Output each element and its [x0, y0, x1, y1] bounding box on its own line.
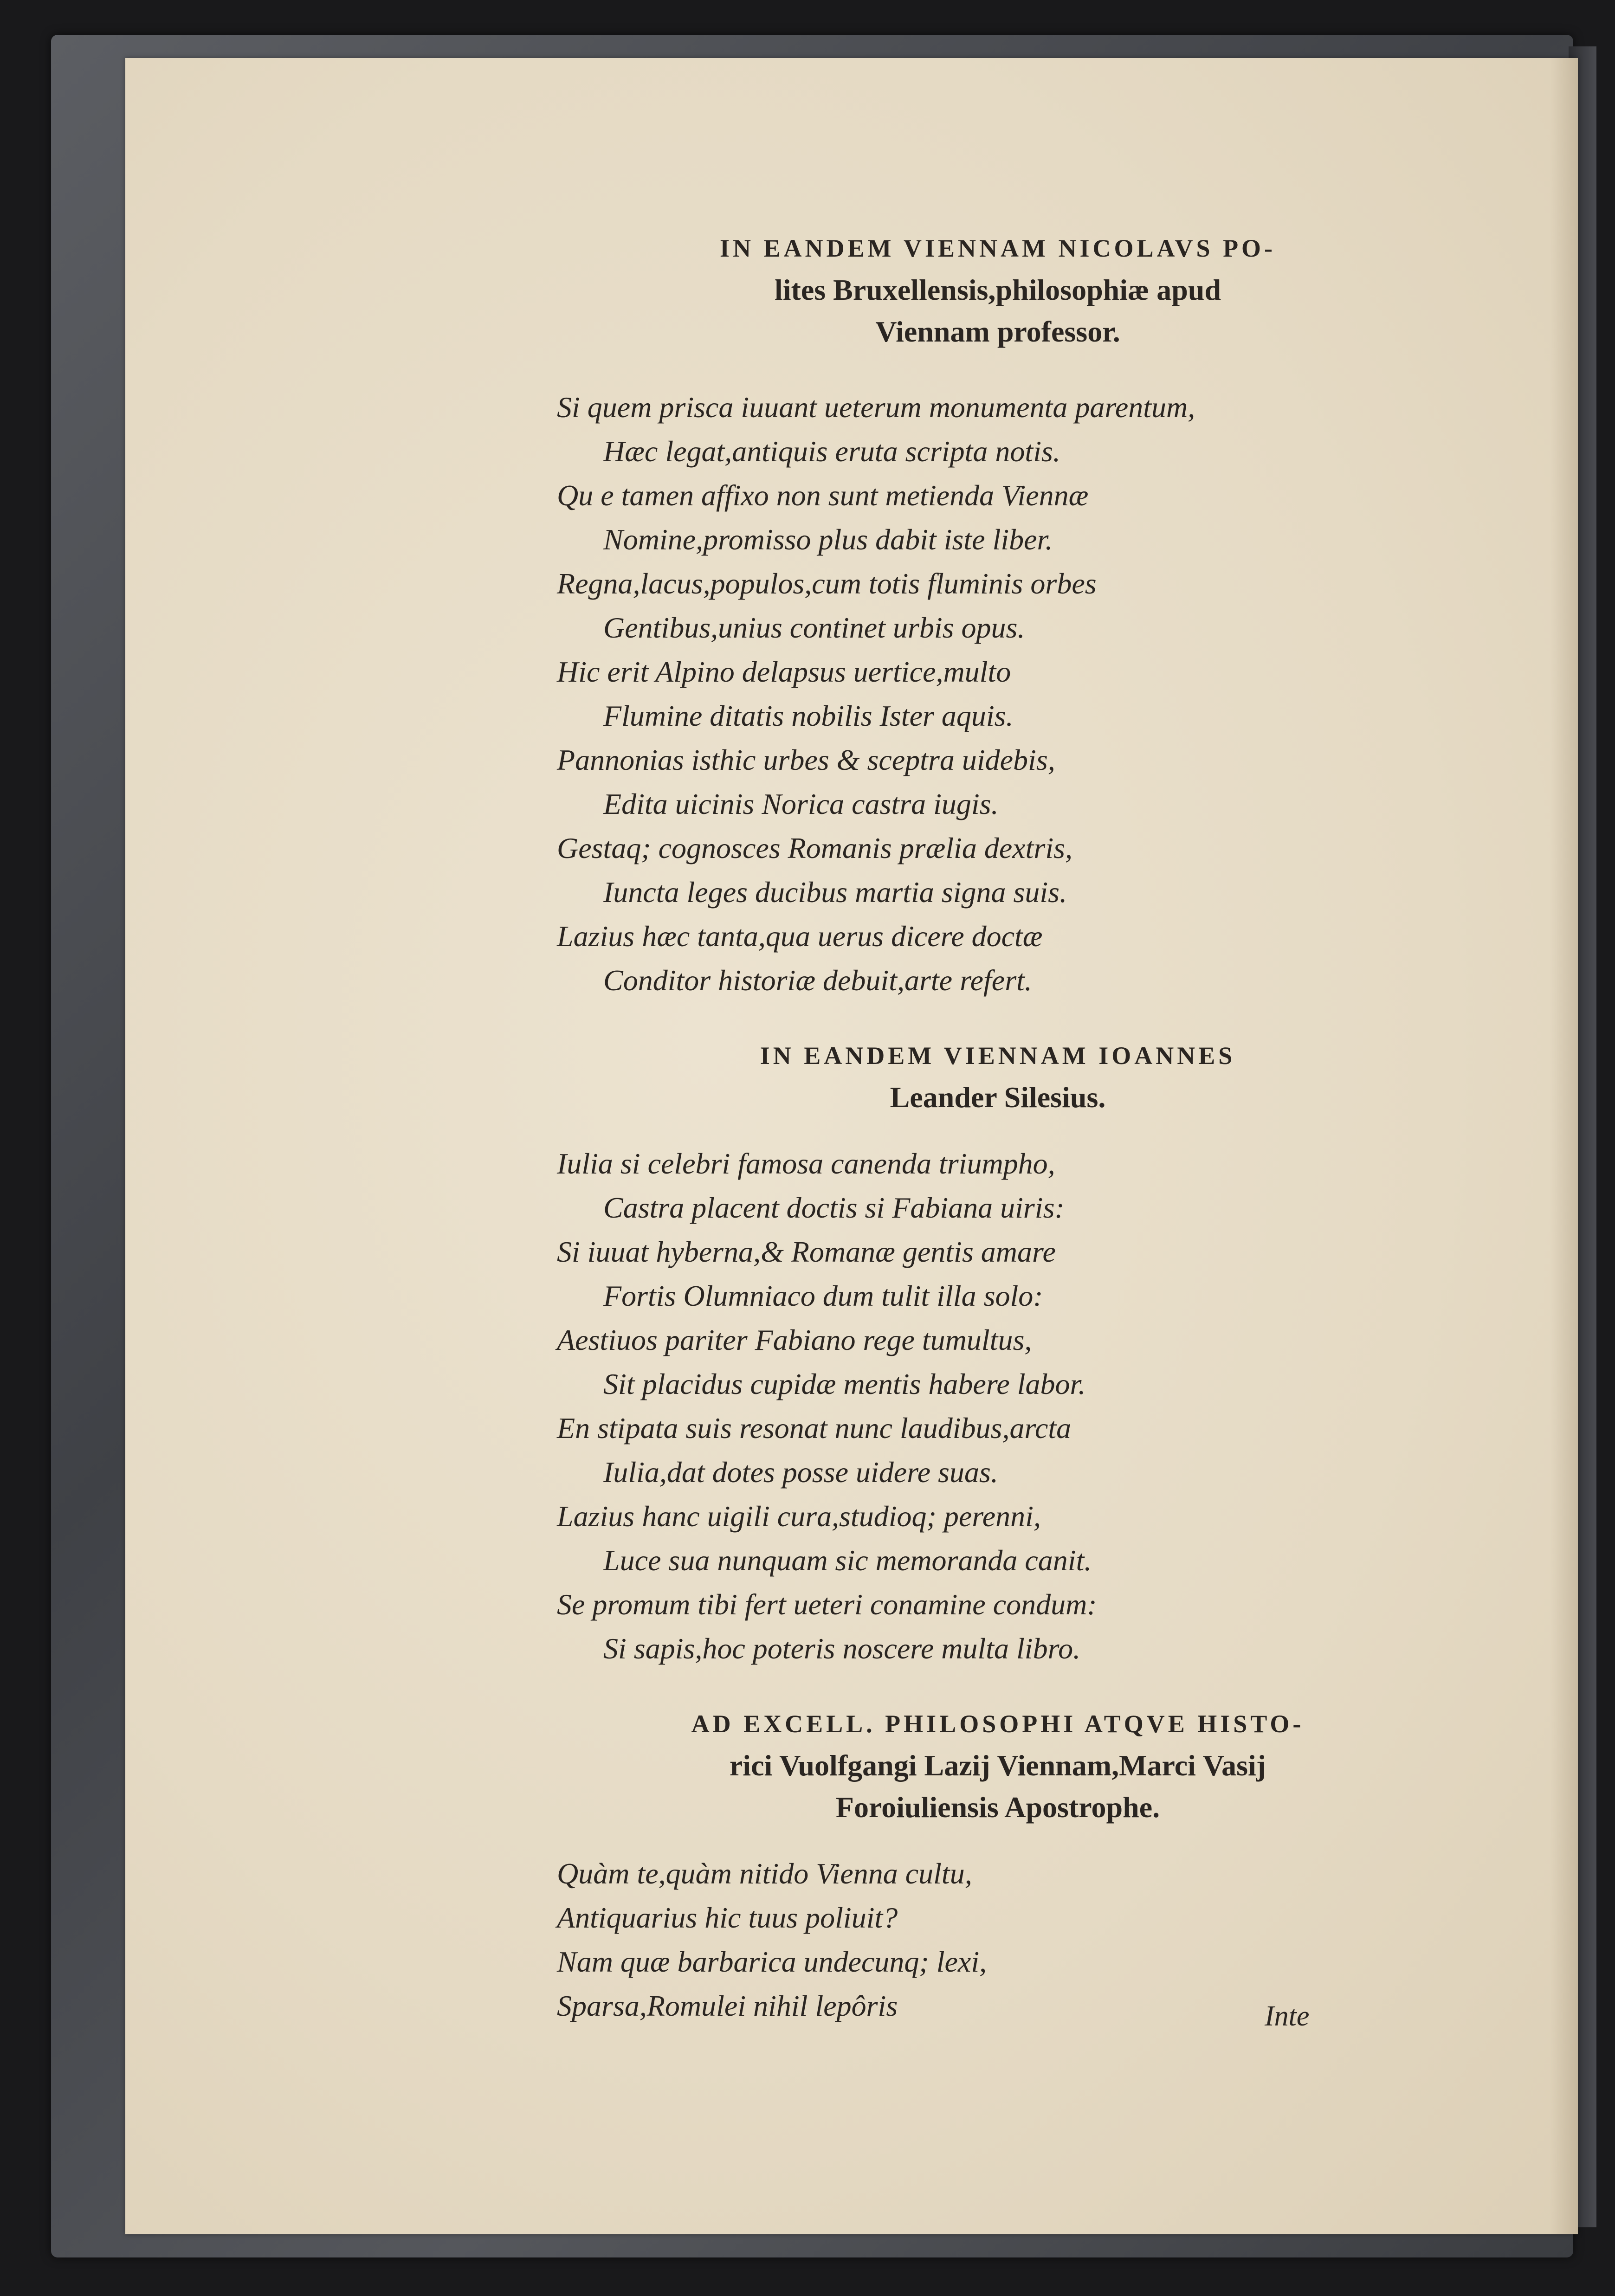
heading-line: lites Bruxellensis,philosophiæ apud: [774, 273, 1221, 306]
section-heading: [557, 227, 1439, 353]
verse-line: Iulia si celebri famosa canenda triumpho,: [557, 1147, 1055, 1180]
verse-line: Edita uicinis Norica castra iugis.: [603, 787, 999, 820]
verse-line: Regna,lacus,populos,cum totis fluminis orbes: [557, 567, 1097, 600]
section-heading: [557, 1035, 1439, 1118]
heading-line: Leander Silesius.: [890, 1081, 1106, 1114]
section-heading: [557, 1703, 1439, 1828]
page-text-block: [557, 227, 1439, 2028]
verse-line: Se promum tibi fert ueteri conamine condum:: [557, 1588, 1097, 1621]
verse-line: Conditor historiæ debuit,arte refert.: [603, 964, 1032, 997]
heading-caps-line: IN EANDEM VIENNAM IOANNES: [760, 1042, 1236, 1070]
verse-line: Aestiuos pariter Fabiano rege tumultus,: [557, 1323, 1032, 1356]
poem-section-ioannes: [557, 1035, 1439, 1670]
verse-line: Si quem prisca iuuant ueterum monumenta parentum,: [557, 391, 1195, 424]
poem-section-nicolaus: [557, 227, 1439, 1002]
verse-line: Qu e tamen affixo non sunt metienda Viennæ: [557, 479, 1089, 512]
verse-list: [557, 1142, 1439, 1670]
verse-line: Fortis Olumniaco dum tulit illa solo:: [603, 1279, 1043, 1312]
verse-line: Flumine ditatis nobilis Ister aquis.: [603, 699, 1014, 732]
verse-line: Nam quæ barbarica undecunq; lexi,: [557, 1945, 987, 1978]
page-gutter-shadow: [1550, 58, 1578, 2234]
verse-line: Luce sua nunquam sic memoranda canit.: [603, 1544, 1092, 1577]
verse-line: Hic erit Alpino delapsus uertice,multo: [557, 655, 1011, 688]
verse-line: Hæc legat,antiquis eruta scripta notis.: [603, 435, 1060, 468]
verse-line: Si sapis,hoc poteris noscere multa libro.: [603, 1632, 1081, 1665]
verse-list: [557, 385, 1439, 1002]
verse-line: Gestaq; cognosces Romanis prælia dextris,: [557, 832, 1072, 864]
verse-line: Sit placidus cupidæ mentis habere labor.: [603, 1367, 1086, 1400]
verse-line: Lazius hæc tanta,qua uerus dicere doctæ: [557, 920, 1043, 953]
verse-line: En stipata suis resonat nunc laudibus,arcta: [557, 1412, 1072, 1445]
verse-line: Sparsa,Romulei nihil lepôris: [557, 1989, 898, 2022]
heading-caps-line: AD EXCELL. PHILOSOPHI ATQVE HISTO-: [691, 1710, 1305, 1738]
verse-line: Gentibus,unius continet urbis opus.: [603, 611, 1025, 644]
poem-section-marcus-vasius: [557, 1703, 1439, 2028]
verse-line: Quàm te,quàm nitido Vienna cultu,: [557, 1857, 972, 1890]
catchword: Inte: [1265, 2000, 1310, 2032]
verse-line: Lazius hanc uigili cura,studioq; perenni,: [557, 1500, 1041, 1533]
verse-line: Castra placent doctis si Fabiana uiris:: [603, 1191, 1065, 1224]
verse-line: Iulia,dat dotes posse uidere suas.: [603, 1456, 998, 1489]
verse-line: Pannonias isthic urbes & sceptra uidebis,: [557, 743, 1055, 776]
verse-line: Si iuuat hyberna,& Romanæ gentis amare: [557, 1235, 1056, 1268]
verse-line: Antiquarius hic tuus poliuit?: [557, 1901, 898, 1934]
heading-line: rici Vuolfgangi Lazij Viennam,Marci Vasij: [729, 1749, 1266, 1782]
heading-line: Foroiuliensis Apostrophe.: [835, 1791, 1160, 1824]
verse-line: Nomine,promisso plus dabit iste liber.: [603, 523, 1053, 556]
verse-line: Iuncta leges ducibus martia signa suis.: [603, 876, 1067, 909]
heading-line: Viennam professor.: [875, 315, 1120, 348]
heading-caps-line: IN EANDEM VIENNAM NICOLAVS PO-: [719, 234, 1276, 262]
